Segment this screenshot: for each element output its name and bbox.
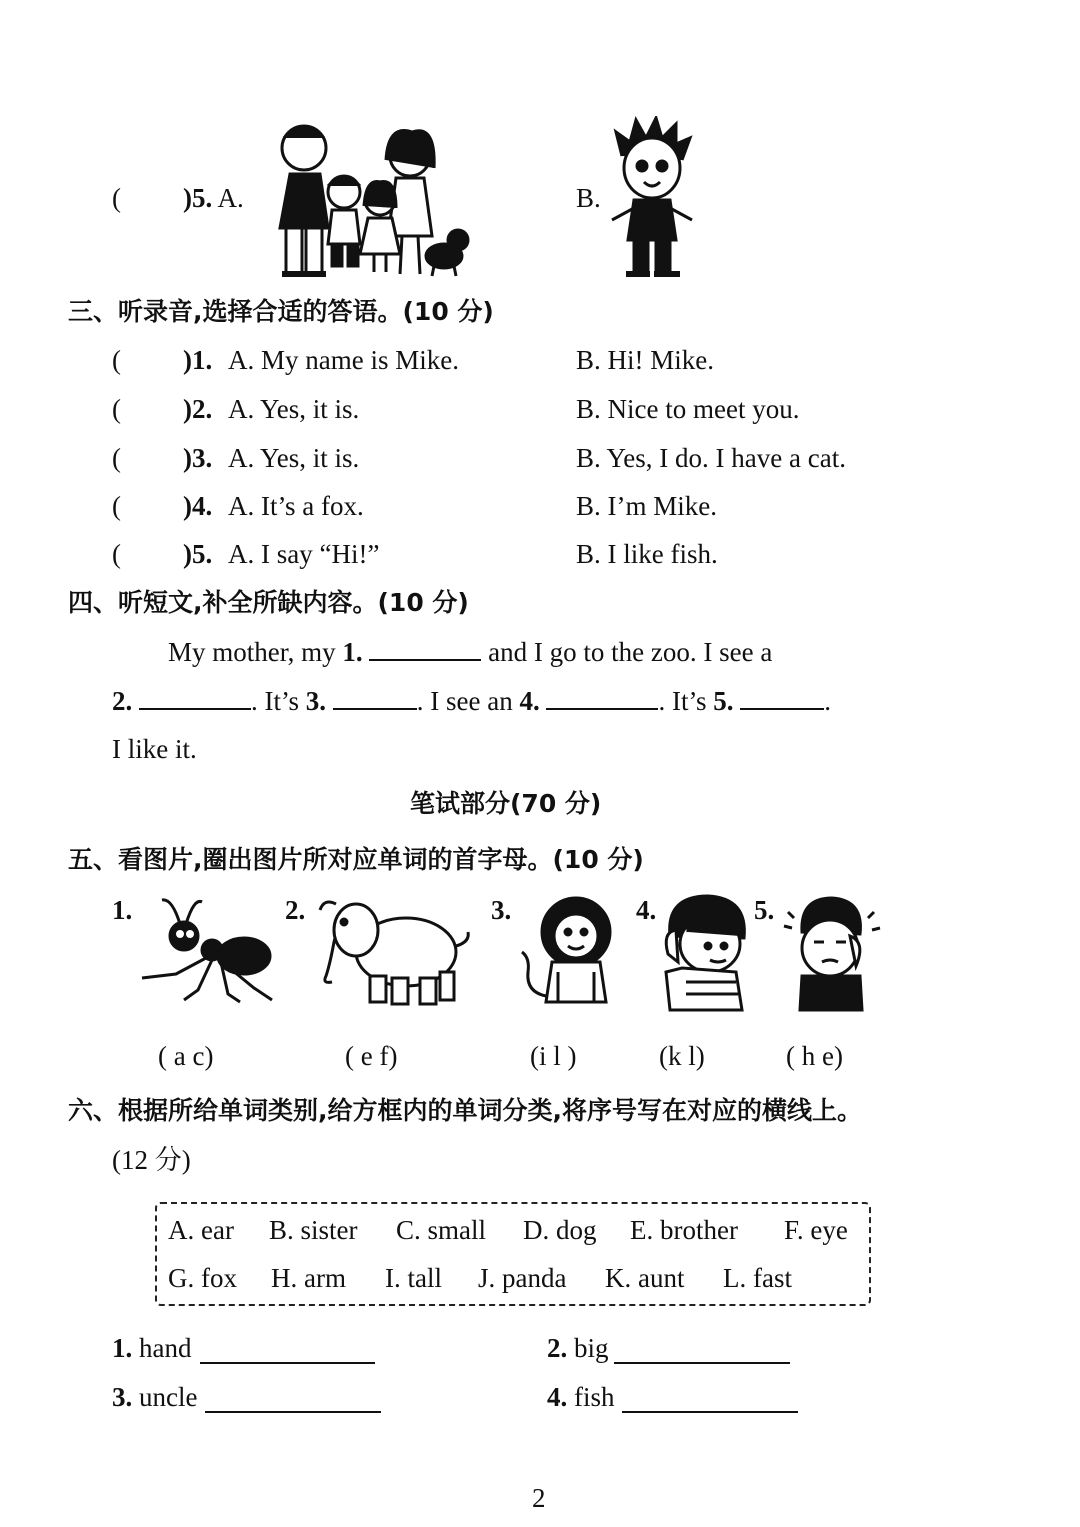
picture-number-3: 3. — [491, 895, 512, 925]
option-b: B. I like fish. — [576, 539, 718, 569]
answer-paren[interactable]: ( — [112, 539, 121, 569]
answer-paren[interactable]: ( — [112, 394, 121, 424]
answer-2-line[interactable] — [614, 1362, 790, 1364]
picture-number-2: 2. — [285, 895, 306, 925]
answer-3-line[interactable] — [205, 1411, 381, 1413]
boy-ear-picture — [656, 892, 752, 1012]
elephant-picture — [310, 892, 476, 1010]
answer-2-label: 2. big — [547, 1333, 609, 1363]
option-a: A. Yes, it is. — [228, 443, 360, 473]
word-option: G. fox — [168, 1263, 237, 1293]
blank-3[interactable] — [333, 706, 417, 710]
answer-1-label: 1. hand — [112, 1333, 192, 1363]
picture-number-4: 4. — [636, 895, 657, 925]
word-option: I. tall — [385, 1263, 442, 1293]
answer-paren-open: ( — [112, 183, 121, 213]
boy-picture — [606, 116, 698, 280]
option-a: A. Yes, it is. — [228, 394, 360, 424]
answer-1-line[interactable] — [200, 1362, 375, 1364]
boy-head-picture — [780, 892, 886, 1012]
choices-1[interactable]: ( a c) — [158, 1041, 214, 1071]
blank-4[interactable] — [546, 706, 658, 710]
choices-5[interactable]: ( h e) — [786, 1041, 843, 1071]
answer-4-line[interactable] — [622, 1411, 798, 1413]
word-option: D. dog — [523, 1215, 597, 1245]
word-option: J. panda — [478, 1263, 567, 1293]
word-option: F. eye — [784, 1215, 848, 1245]
blank-2[interactable] — [139, 706, 251, 710]
section-6-title: 六、根据所给单词类别,给方框内的单词分类,将序号写在对应的横线上。 — [68, 1096, 862, 1125]
option-b: B. Hi! Mike. — [576, 345, 714, 375]
answer-paren[interactable]: ( — [112, 443, 121, 473]
option-a: A. My name is Mike. — [228, 345, 459, 375]
blank-5[interactable] — [740, 706, 824, 710]
word-option: B. sister — [269, 1215, 358, 1245]
choices-4[interactable]: (k l) — [659, 1041, 705, 1071]
word-option: E. brother — [630, 1215, 738, 1245]
answer-paren[interactable]: ( — [112, 345, 121, 375]
option-b: B. I’m Mike. — [576, 491, 717, 521]
section-3-title: 三、听录音,选择合适的答语。(10 分) — [68, 297, 494, 326]
answer-3-label: 3. uncle — [112, 1382, 198, 1412]
word-option: A. ear — [168, 1215, 234, 1245]
section-6-points: (12 分) — [112, 1145, 191, 1175]
option-b: B. Nice to meet you. — [576, 394, 800, 424]
section-4-title: 四、听短文,补全所缺内容。(10 分) — [68, 588, 469, 617]
option-b-label: B. — [576, 183, 601, 213]
word-option: L. fast — [723, 1263, 792, 1293]
answer-4-label: 4. fish — [547, 1382, 615, 1412]
passage-line-3: I like it. — [112, 734, 197, 764]
ant-picture — [136, 894, 276, 1006]
passage-line-2: 2. . It’s 3. . I see an 4. . It’s 5. . — [112, 686, 831, 716]
blank-1[interactable] — [369, 657, 481, 661]
option-b: B. Yes, I do. I have a cat. — [576, 443, 846, 473]
question-number-5: )5. A. — [183, 183, 244, 213]
passage-line-1: My mother, my 1. and I go to the zoo. I see a — [168, 637, 773, 667]
word-option: H. arm — [271, 1263, 346, 1293]
family-picture — [262, 116, 472, 282]
written-part-heading: 笔试部分(70 分) — [410, 789, 602, 818]
section-5-title: 五、看图片,圈出图片所对应单词的首字母。(10 分) — [68, 845, 644, 874]
option-a: A. I say “Hi!” — [228, 539, 380, 569]
choices-2[interactable]: ( e f) — [345, 1041, 398, 1071]
picture-number-1: 1. — [112, 895, 133, 925]
lion-picture — [518, 892, 622, 1012]
option-a: A. It’s a fox. — [228, 491, 364, 521]
choices-3[interactable]: (i l ) — [530, 1041, 577, 1071]
picture-number-5: 5. — [754, 895, 775, 925]
word-option: C. small — [396, 1215, 487, 1245]
word-option: K. aunt — [605, 1263, 685, 1293]
answer-paren[interactable]: ( — [112, 491, 121, 521]
page-number: 2 — [532, 1483, 546, 1513]
